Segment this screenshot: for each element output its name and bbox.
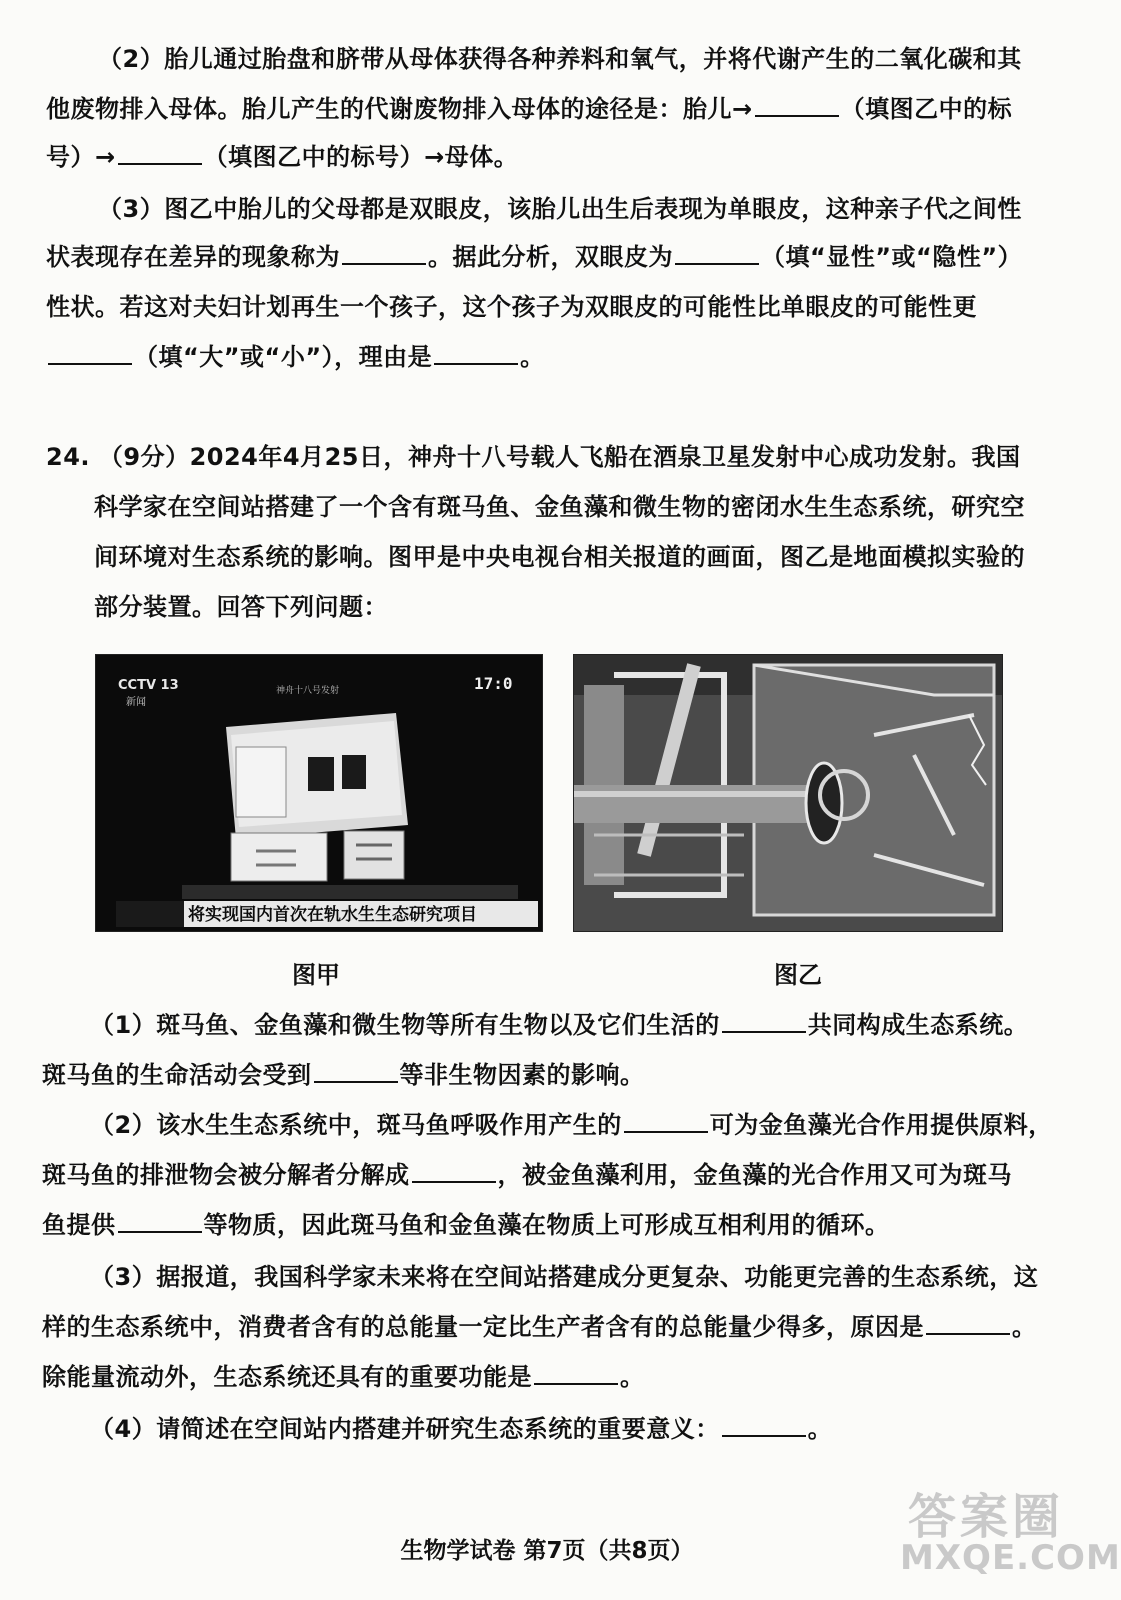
q24-stem-line4: 部分装置。回答下列问题： (94, 593, 388, 621)
answer-blank[interactable] (412, 1159, 496, 1183)
answer-blank[interactable] (314, 1059, 398, 1083)
answer-blank[interactable] (926, 1311, 1010, 1335)
q23-part3-line4: （填“大”或“小”），理由是 。 (46, 340, 545, 374)
q24-stem-line3: 间环境对生态系统的影响。图甲是中央电视台相关报道的画面，图乙是地面模拟实验的 (94, 543, 1025, 571)
q23-part2-line2: 他废物排入母体。胎儿产生的代谢废物排入母体的途径是：胎儿→ （填图乙中的标 (46, 95, 1013, 123)
q24-stem-line2: 科学家在空间站搭建了一个含有斑马鱼、金鱼藻和微生物的密闭水生生态系统，研究空 (94, 493, 1025, 521)
answer-blank[interactable] (722, 1413, 806, 1437)
answer-blank[interactable] (118, 1209, 202, 1233)
tv-top-caption: 神舟十八号发射 (276, 686, 340, 696)
tv-channel-logo: CCTV 13 (118, 678, 179, 693)
answer-blank[interactable] (434, 341, 518, 365)
watermark-bottom-text: MXQE.COM (900, 1538, 1121, 1578)
q24-sub2-line2: 斑马鱼的排泄物会被分解者分解成 ，被金鱼藻利用，金鱼藻的光合作用又可为斑马 (42, 1161, 1012, 1189)
answer-blank[interactable] (342, 241, 426, 265)
figure-jia-caption: 图甲 (292, 961, 340, 989)
tv-channel-sub: 新闻 (126, 697, 146, 708)
q24-sub1-line2: 斑马鱼的生命活动会受到 等非生物因素的影响。 (42, 1061, 645, 1089)
site-watermark (900, 1478, 1121, 1588)
q24-sub4-line1: （4）请简述在空间站内搭建并研究生态系统的重要意义： 。 (90, 1415, 833, 1443)
tv-frame-image (96, 655, 542, 931)
q23-part2-line1: （2）胎儿通过胎盘和脐带从母体获得各种养料和氧气，并将代谢产生的二氧化碳和其 (98, 45, 1022, 73)
q23-part2-line3: 号）→ （填图乙中的标号）→母体。 (46, 143, 519, 171)
answer-blank[interactable] (624, 1109, 708, 1133)
answer-blank[interactable] (755, 93, 839, 117)
q24-sub3-line1: （3）据报道，我国科学家未来将在空间站搭建成分更复杂、功能更完善的生态系统，这 (90, 1263, 1039, 1291)
q24-stem-line1: 24. （9分）2024年4月25日，神舟十八号载人飞船在酒泉卫星发射中心成功发射。我国 (46, 443, 1021, 471)
q24-sub3-line3: 除能量流动外，生态系统还具有的重要功能是 。 (42, 1363, 645, 1391)
q24-sub1-line1: （1）斑马鱼、金鱼藻和微生物等所有生物以及它们生活的 共同构成生态系统。 (90, 1011, 1029, 1039)
answer-blank[interactable] (118, 141, 202, 165)
answer-blank[interactable] (722, 1009, 806, 1033)
figure-yi-caption: 图乙 (774, 961, 822, 989)
tv-subtitle: 将实现国内首次在轨水生生态研究项目 (188, 905, 477, 925)
q24-sub2-line3: 鱼提供 等物质，因此斑马鱼和金鱼藻在物质上可形成互相利用的循环。 (42, 1211, 890, 1239)
q23-part3-line3: 性状。若这对夫妇计划再生一个孩子，这个孩子为双眼皮的可能性比单眼皮的可能性更 (46, 293, 977, 321)
watermark-top-text: 答案圈 (908, 1489, 1065, 1545)
tv-clock: 17:0 (474, 674, 513, 693)
q23-part3-line2: 状表现存在差异的现象称为 。据此分析，双眼皮为 （填“显性”或“隐性”） (46, 243, 1023, 271)
q24-sub2-line1: （2）该水生生态系统中，斑马鱼呼吸作用产生的 可为金鱼藻光合作用提供原料， (90, 1111, 1053, 1139)
q24-sub3-line2: 样的生态系统中，消费者含有的总能量一定比生产者含有的总能量少得多，原因是 。 (42, 1313, 1037, 1341)
experiment-module-icon (226, 713, 408, 881)
answer-blank[interactable] (675, 241, 759, 265)
page-footer: 生物学试卷 第7页（共8页） (400, 1538, 694, 1564)
figure-yi-device-photo (573, 654, 1003, 932)
device-photo-image (574, 655, 1002, 931)
answer-blank[interactable] (48, 341, 132, 365)
answer-blank[interactable] (534, 1361, 618, 1385)
q23-part3-line1: （3）图乙中胎儿的父母都是双眼皮，该胎儿出生后表现为单眼皮，这种亲子代之间性 (98, 195, 1022, 223)
figure-jia-tv-frame (95, 654, 543, 932)
